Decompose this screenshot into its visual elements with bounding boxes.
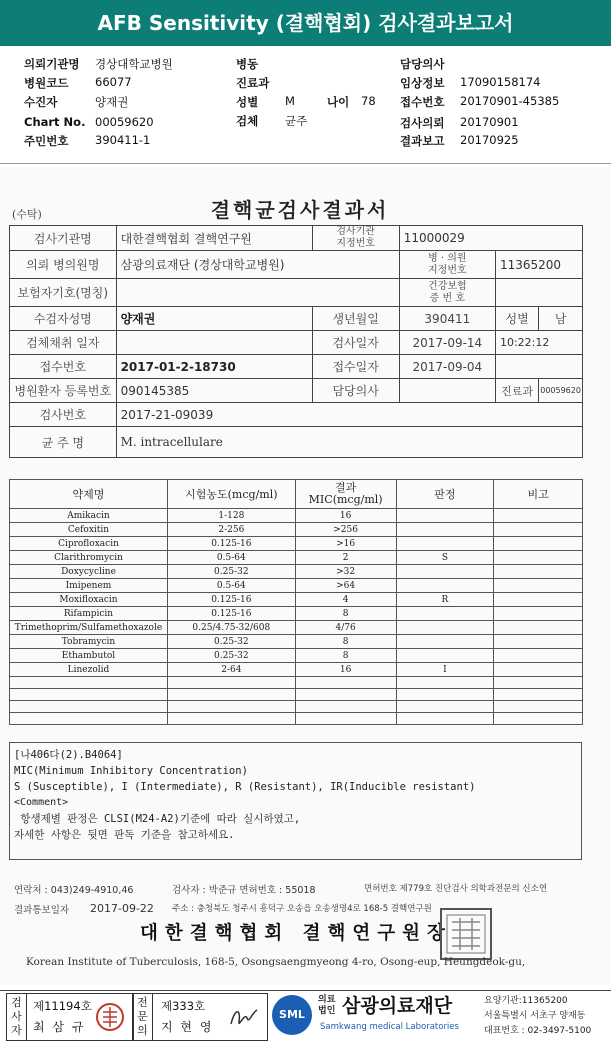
cell-range: 0.5-64: [167, 579, 295, 593]
info-collect-value: [116, 331, 312, 355]
summary-receipt-value: 20170901-45385: [460, 94, 560, 108]
brand-inst-no: 요양기관:11365200: [484, 996, 568, 1006]
table-row: [10, 379, 583, 403]
table-row: [10, 565, 583, 579]
info-hosp-reg-value: 090145385: [116, 379, 312, 403]
table-row: [10, 480, 583, 509]
info-ins-card-value: [495, 279, 582, 307]
info-test-time-value: 10:22:12: [495, 331, 582, 355]
cell-note: [494, 663, 583, 677]
info-test-date-value: 2017-09-14: [399, 331, 495, 355]
cell-judge: [396, 523, 494, 537]
info-sex-value: 남: [539, 307, 583, 331]
table-row: [10, 689, 583, 701]
cell-mic: 16: [295, 663, 396, 677]
info-inst-no-label-line2: 지정번호: [336, 238, 375, 249]
comment-line: <Comment>: [14, 797, 69, 808]
cell-mic: 8: [295, 649, 396, 663]
summary-dept-label: 진료과: [236, 76, 270, 90]
signature-box-specialist: [132, 993, 268, 1041]
red-seal-icon: [95, 1002, 125, 1032]
cell-note: [494, 579, 583, 593]
info-clinic-no-label: [399, 251, 495, 279]
col-drug-header: 약제명: [10, 480, 168, 509]
info-sex-label: 성별: [495, 307, 538, 331]
cell-mic: >16: [295, 537, 396, 551]
info-insurer-label: 보험자기호(명칭): [10, 279, 117, 307]
info-clinic-value: 삼광의료재단 (경상대학교병원): [116, 251, 399, 279]
signature-name: 지 현 영: [161, 1020, 214, 1034]
comment-line: 자세한 사항은 뒷면 판독 기준을 참고하세요.: [14, 829, 235, 841]
cell-drug: Ciprofloxacin: [10, 537, 168, 551]
cell-judge: [396, 621, 494, 635]
cell-range: 0.125-16: [167, 607, 295, 621]
info-test-date-label: 검사일자: [312, 331, 399, 355]
info-ins-card-label: [399, 279, 495, 307]
table-row: [10, 403, 583, 427]
summary-label: 수진자: [24, 95, 58, 109]
cell-drug: Trimethoprim/Sulfamethoxazole: [10, 621, 168, 635]
copy-label: (수탁): [12, 208, 42, 221]
info-insurer-value: [116, 279, 399, 307]
cell-note: [494, 523, 583, 537]
table-row: [10, 713, 583, 725]
table-row: [10, 427, 583, 458]
sensitivity-rows: [10, 509, 583, 677]
cell-drug: Ethambutol: [10, 649, 168, 663]
info-receipt-date-value: 2017-09-04: [399, 355, 495, 379]
info-table: [9, 225, 583, 458]
summary-divider: [0, 163, 611, 164]
footer-address: 주소 : 충청북도 청주시 흥덕구 오송읍 오송생명4로 168-5 결핵연구원: [172, 904, 432, 914]
summary-age-value: 78: [361, 94, 376, 108]
comment-line: MIC(Minimum Inhibitory Concentration): [14, 765, 248, 777]
info-collect-label: 검체채취 일자: [10, 331, 117, 355]
summary-label: Chart No.: [24, 115, 86, 129]
info-dob-value: 390411: [399, 307, 495, 331]
signature-box-label: 전문의: [133, 994, 153, 1040]
info-clinic-no-label-line2: 지정번호: [428, 264, 467, 276]
info-inst-value: 대한결핵협회 결핵연구원: [116, 226, 312, 251]
cell-note: [494, 621, 583, 635]
info-doctor-value: [399, 379, 495, 403]
footer-report-date-value: 2017-09-22: [90, 902, 154, 915]
table-row: [10, 607, 583, 621]
table-row: [10, 649, 583, 663]
table-row: [10, 523, 583, 537]
cell-range: 1-128: [167, 509, 295, 523]
summary-chart-no-value: 00059620: [95, 115, 154, 129]
cell-range: 0.25/4.75-32/608: [167, 621, 295, 635]
cell-range: 2-256: [167, 523, 295, 537]
cell-drug: Imipenem: [10, 579, 168, 593]
summary-institution: [24, 56, 80, 72]
table-row: [10, 251, 583, 279]
summary-patient-value: 양재권: [95, 95, 129, 109]
brand-english: Samkwang medical Laboratories: [320, 1022, 459, 1032]
report-title: 결핵균검사결과서: [210, 198, 390, 222]
cell-drug: Cefoxitin: [10, 523, 168, 537]
info-test-no-value: 2017-21-09039: [116, 403, 582, 427]
summary-label: 병원코드: [24, 76, 69, 90]
cell-judge: [396, 607, 494, 621]
summary-label: 의뢰기관명: [24, 57, 80, 71]
col-note-header: 비고: [494, 480, 583, 509]
cell-drug: Tobramycin: [10, 635, 168, 649]
signature-box-tester: [6, 993, 134, 1041]
cell-mic: 4/76: [295, 621, 396, 635]
summary-ward-label: 병동: [236, 57, 259, 71]
col-mic-header: [295, 480, 396, 509]
table-row: [10, 307, 583, 331]
info-ins-card-label-line2: 증 번 호: [429, 292, 465, 304]
summary-specimen-value: 균주: [285, 114, 308, 128]
footer-report-date-label: 결과통보일자: [14, 905, 70, 916]
cell-mic: 16: [295, 509, 396, 523]
cell-mic: >256: [295, 523, 396, 537]
cell-note: [494, 649, 583, 663]
cell-drug: Doxycycline: [10, 565, 168, 579]
table-row: [10, 593, 583, 607]
col-mic-header-line1: 결과: [334, 481, 357, 494]
cell-range: 0.25-32: [167, 635, 295, 649]
summary-resident-no: [24, 133, 68, 149]
signature-name: 최 삼 규: [33, 1020, 86, 1034]
table-row: [10, 579, 583, 593]
info-patient-label: 수검자성명: [10, 307, 117, 331]
info-inst-no-value: 11000029: [399, 226, 582, 251]
summary-result-label: 결과보고: [400, 134, 445, 148]
cell-note: [494, 537, 583, 551]
cell-range: 0.25-32: [167, 649, 295, 663]
summary-request-label: 검사의뢰: [400, 116, 445, 130]
info-clinic-label: 의뢰 병의원명: [10, 251, 117, 279]
summary-hospital-code-value: 66077: [95, 75, 132, 89]
info-dept-label: 진료과: [495, 379, 538, 403]
footer-license: 면허번호 제779호 진단검사 의학과전문의 신소연: [364, 884, 548, 894]
report-header: [0, 0, 611, 46]
cell-judge: [396, 635, 494, 649]
cell-mic: 8: [295, 635, 396, 649]
table-row: [10, 551, 583, 565]
cell-mic: >64: [295, 579, 396, 593]
signature-band: [0, 990, 611, 1056]
comment-line: S (Susceptible), I (Intermediate), R (Resistant), IR(Inducible resistant): [14, 781, 476, 793]
summary-clinical-label: 임상정보: [400, 76, 445, 90]
signature-box-label: 검사자: [7, 994, 27, 1040]
cell-note: [494, 593, 583, 607]
col-mic-header-line2: MIC(mcg/ml): [308, 493, 383, 506]
info-strain-value: M. intracellulare: [116, 427, 582, 458]
col-judge-header: 판정: [396, 480, 494, 509]
summary-chart-no: [24, 115, 85, 129]
cell-mic: 2: [295, 551, 396, 565]
org-english: Korean Institute of Tuberculosis, 168-5, Osongsaengmyeong 4-ro, Osong-eup, Heungdeok-gu,: [26, 956, 526, 968]
sml-logo-icon: SML: [272, 995, 312, 1035]
info-hosp-reg-label: 병원환자 등록번호: [10, 379, 117, 403]
table-row: [10, 509, 583, 523]
summary-sex-label: 성별: [236, 95, 259, 109]
table-row: [10, 663, 583, 677]
info-patient-value: 양재권: [116, 307, 312, 331]
info-inst-no-label-line1: 검사기관: [336, 226, 375, 237]
info-receipt-value: 2017-01-2-18730: [116, 355, 312, 379]
cell-range: 0.5-64: [167, 551, 295, 565]
table-row: [10, 279, 583, 307]
summary-age-label: 나이: [327, 95, 350, 109]
cell-drug: Moxifloxacin: [10, 593, 168, 607]
summary-result-value: 20170925: [460, 133, 519, 147]
summary-institution-value: 경상대학교병원: [95, 57, 173, 71]
cell-mic: >32: [295, 565, 396, 579]
summary-clinical-value: 17090158174: [460, 75, 541, 89]
handwritten-signature-icon: [227, 1004, 261, 1032]
table-row: [10, 226, 583, 251]
info-inst-label: 검사기관명: [10, 226, 117, 251]
comment-box: [9, 742, 582, 860]
summary-resident-no-value: 390411-1: [95, 133, 151, 147]
info-inst-no-label: [312, 226, 399, 251]
summary-label: 주민번호: [24, 134, 69, 148]
col-range-header: 시험농도(mcg/ml): [167, 480, 295, 509]
summary-patient: [24, 94, 57, 110]
cell-mic: 8: [295, 607, 396, 621]
info-receipt-blank: [495, 355, 582, 379]
cell-drug: Linezolid: [10, 663, 168, 677]
info-receipt-date-label: 접수일자: [312, 355, 399, 379]
comment-line: 항생제별 판정은 CLSI(M24-A2)기준에 따라 실시하였고,: [14, 813, 301, 825]
brand-address: 서울특별시 서초구 양재동: [484, 1011, 586, 1021]
table-row: [10, 701, 583, 713]
cell-range: 2-64: [167, 663, 295, 677]
info-strain-label: 균 주 명: [10, 427, 117, 458]
cell-judge: [396, 509, 494, 523]
footer-contact: 연락처 : 043)249-4910,46: [14, 885, 134, 896]
brand-small: 의료법인: [318, 995, 336, 1016]
cell-judge: [396, 649, 494, 663]
director-seal-icon: [438, 906, 494, 962]
cell-drug: Clarithromycin: [10, 551, 168, 565]
cell-drug: Amikacin: [10, 509, 168, 523]
report-header-title: AFB Sensitivity (결핵협회) 검사결과보고서: [97, 11, 514, 35]
brand-name: 삼광의료재단: [342, 995, 453, 1017]
info-clinic-no-label-line1: 병 · 의원: [428, 252, 467, 264]
cell-note: [494, 565, 583, 579]
info-clinic-no-value: 11365200: [495, 251, 582, 279]
cell-judge: S: [396, 551, 494, 565]
cell-note: [494, 635, 583, 649]
summary-block: [0, 46, 611, 164]
info-dob-label: 생년월일: [312, 307, 399, 331]
brand-phone: 대표번호 : 02-3497-5100: [484, 1026, 592, 1036]
summary-doctor-label: 담당의사: [400, 57, 445, 71]
info-test-no-label: 검사번호: [10, 403, 117, 427]
cell-note: [494, 607, 583, 621]
info-dept-value: 00059620: [539, 379, 583, 403]
summary-hospital-code: [24, 75, 68, 91]
table-row: [10, 355, 583, 379]
table-row: [10, 331, 583, 355]
cell-judge: [396, 579, 494, 593]
cell-range: 0.125-16: [167, 593, 295, 607]
info-ins-card-label-line1: 건강보험: [428, 280, 467, 292]
footer-tester: 검사자 : 박준규 면허번호 : 55018: [172, 885, 316, 896]
signature-license-no: 제333호: [161, 999, 206, 1013]
cell-judge: I: [396, 663, 494, 677]
cell-drug: Rifampicin: [10, 607, 168, 621]
cell-judge: [396, 565, 494, 579]
signature-license-no: 제11194호: [33, 999, 92, 1013]
cell-note: [494, 551, 583, 565]
cell-range: 0.125-16: [167, 537, 295, 551]
cell-range: 0.25-32: [167, 565, 295, 579]
cell-mic: 4: [295, 593, 396, 607]
table-row: [10, 635, 583, 649]
org-name: 대한결핵협회 결핵연구원장: [140, 923, 452, 944]
info-doctor-label: 담당의사: [312, 379, 399, 403]
summary-request-value: 20170901: [460, 115, 519, 129]
sensitivity-table: [9, 479, 583, 725]
comment-line: [나406다(2).B4064]: [14, 749, 123, 761]
table-row: [10, 621, 583, 635]
cell-judge: R: [396, 593, 494, 607]
table-row: [10, 537, 583, 551]
summary-specimen-label: 검체: [236, 114, 259, 128]
table-row: [10, 677, 583, 689]
info-receipt-label: 접수번호: [10, 355, 117, 379]
summary-receipt-label: 접수번호: [400, 95, 445, 109]
summary-sex-value: M: [285, 94, 295, 108]
cell-note: [494, 509, 583, 523]
cell-judge: [396, 537, 494, 551]
